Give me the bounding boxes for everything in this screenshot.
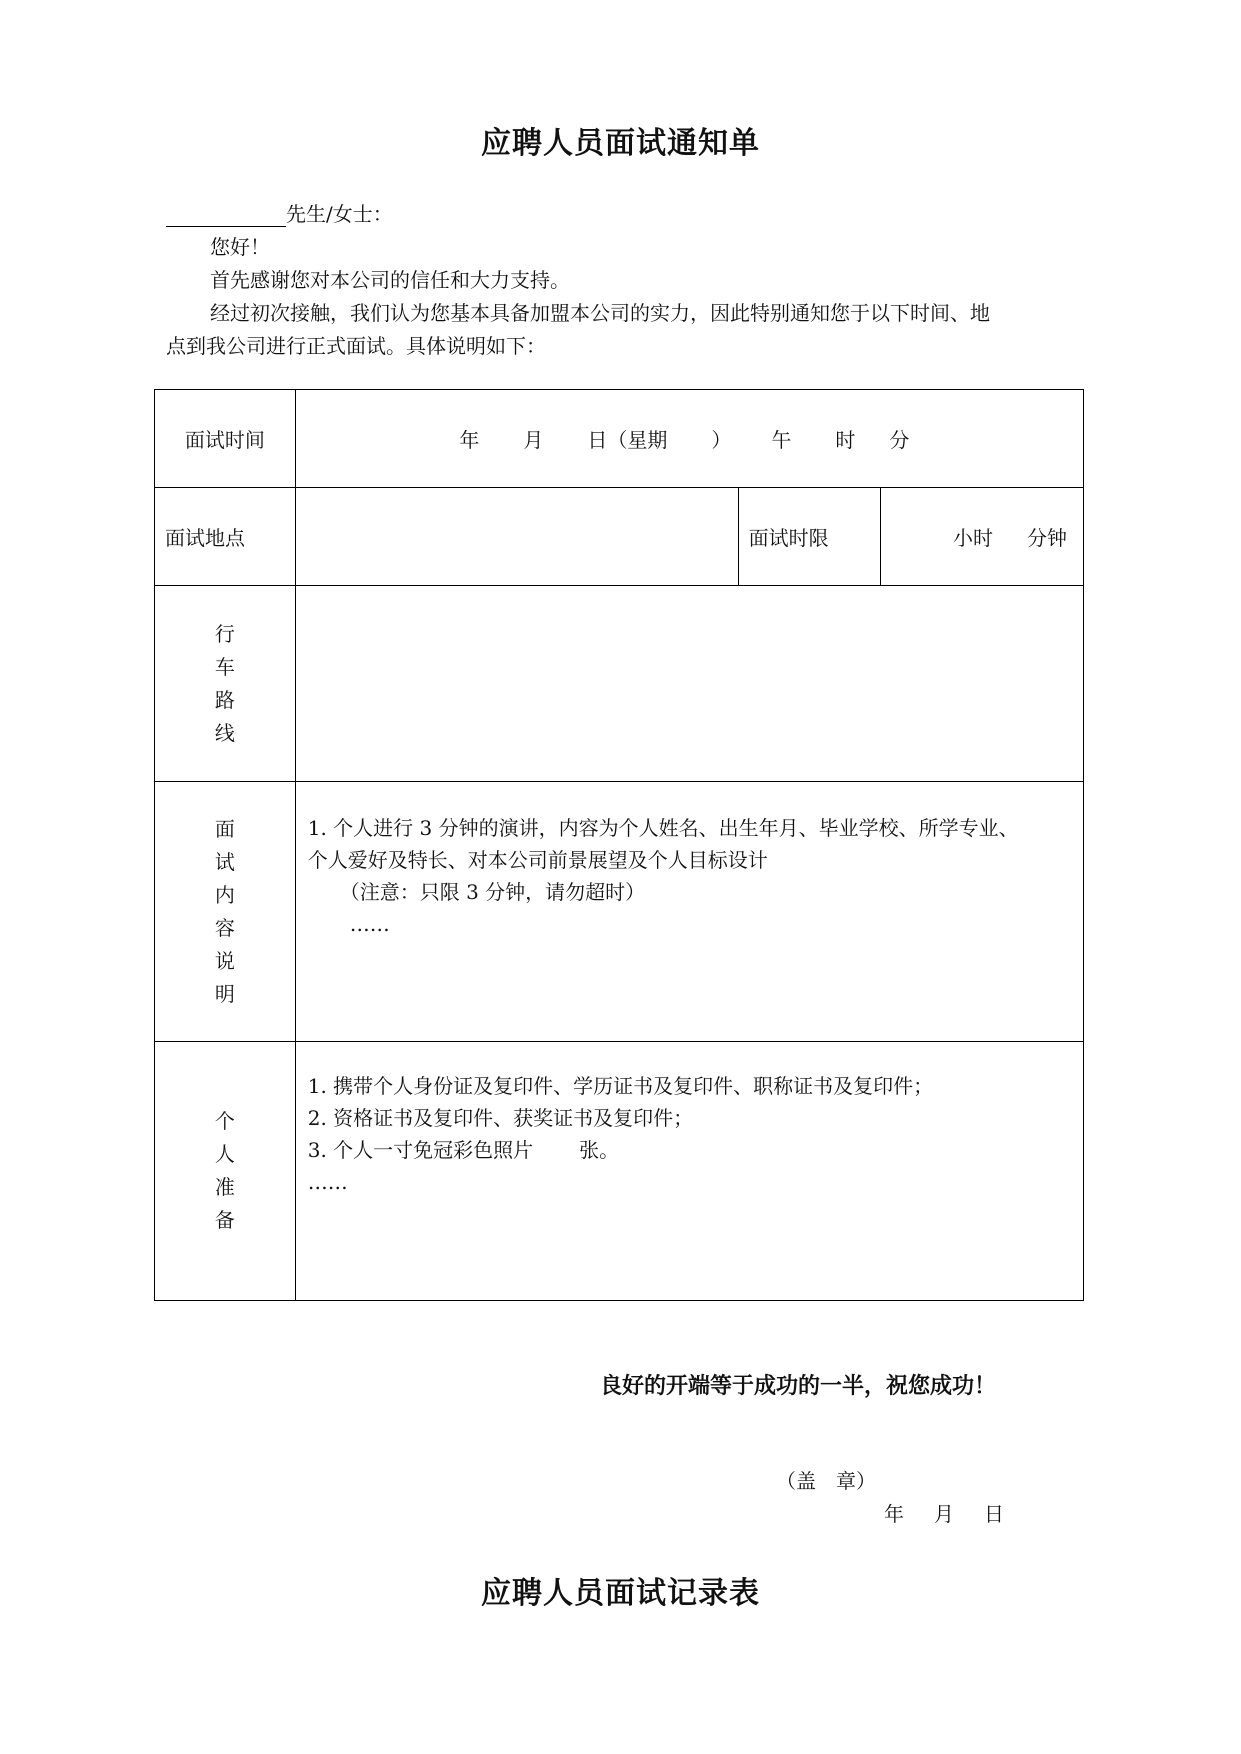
name-blank[interactable] bbox=[166, 204, 286, 227]
stamp-text: （盖 章） bbox=[776, 1469, 876, 1493]
prep-more: …… bbox=[307, 1170, 348, 1194]
second-title: 应聘人员面试记录表 bbox=[481, 1576, 760, 1611]
duration-field[interactable] bbox=[881, 488, 1084, 586]
date-line bbox=[884, 1498, 1004, 1527]
salutation-text: 先生/女士： bbox=[286, 202, 393, 226]
interview-time-field[interactable] bbox=[295, 390, 1083, 488]
row-route bbox=[155, 586, 1084, 782]
paragraph-2-line-2: 点到我公司进行正式面试。具体说明如下： bbox=[166, 334, 546, 358]
location-field[interactable] bbox=[295, 488, 738, 586]
page-title: 应聘人员面试通知单 bbox=[481, 126, 760, 161]
salutation-line bbox=[166, 198, 393, 227]
time-month: 月 bbox=[523, 428, 544, 452]
paragraph-2-line-1: 经过初次接触，我们认为您基本具备加盟本公司的实力，因此特别通知您于以下时间、地 bbox=[210, 301, 990, 325]
content-line-2: 个人爱好及特长、对本公司前景展望及个人目标设计 bbox=[307, 848, 768, 872]
preparation-field[interactable] bbox=[295, 1042, 1083, 1301]
time-ampm: 午 bbox=[771, 428, 792, 452]
time-hour: 时 bbox=[835, 428, 856, 452]
route-label: 行 车 路 线 bbox=[155, 586, 296, 782]
preparation-label: 个 人 准 备 bbox=[155, 1042, 296, 1301]
duration-hours: 小时 bbox=[953, 526, 993, 550]
prep-line-3: 3. 个人一寸免冠彩色照片 张。 bbox=[307, 1138, 620, 1162]
row-location bbox=[155, 488, 1084, 586]
content-line-1: 1. 个人进行 3 分钟的演讲，内容为个人姓名、出生年月、毕业学校、所学专业、 bbox=[307, 816, 1019, 840]
greeting: 您好！ bbox=[210, 235, 270, 259]
time-weekday-open: 日（星期 bbox=[587, 428, 668, 452]
interview-time-label: 面试时间 bbox=[155, 390, 296, 488]
time-weekday-close: ） bbox=[711, 428, 732, 452]
closing-line: 良好的开端等于成功的一半，祝您成功！ bbox=[600, 1373, 997, 1399]
prep-line-1: 1. 携带个人身份证及复印件、学历证书及复印件、职称证书及复印件； bbox=[307, 1074, 934, 1098]
date-day: 日 bbox=[984, 1502, 1004, 1526]
prep-line-2: 2. 资格证书及复印件、获奖证书及复印件； bbox=[307, 1106, 694, 1130]
duration-minutes: 分钟 bbox=[1027, 526, 1067, 550]
content-field[interactable] bbox=[295, 782, 1083, 1042]
time-minute: 分 bbox=[889, 428, 910, 452]
row-interview-time bbox=[155, 390, 1084, 488]
duration-label: 面试时限 bbox=[738, 488, 881, 586]
content-more: …… bbox=[349, 912, 390, 936]
date-year: 年 bbox=[884, 1502, 904, 1526]
content-note: （注意：只限 3 分钟，请勿超时） bbox=[339, 880, 646, 904]
location-label: 面试地点 bbox=[155, 488, 296, 586]
interview-notice-table bbox=[154, 389, 1084, 1301]
row-preparation bbox=[155, 1042, 1084, 1301]
content-label: 面 试 内 容 说 明 bbox=[155, 782, 296, 1042]
row-content bbox=[155, 782, 1084, 1042]
paragraph-1: 首先感谢您对本公司的信任和大力支持。 bbox=[210, 268, 570, 292]
route-field[interactable] bbox=[295, 586, 1083, 782]
time-year: 年 bbox=[459, 428, 480, 452]
date-month: 月 bbox=[934, 1502, 954, 1526]
